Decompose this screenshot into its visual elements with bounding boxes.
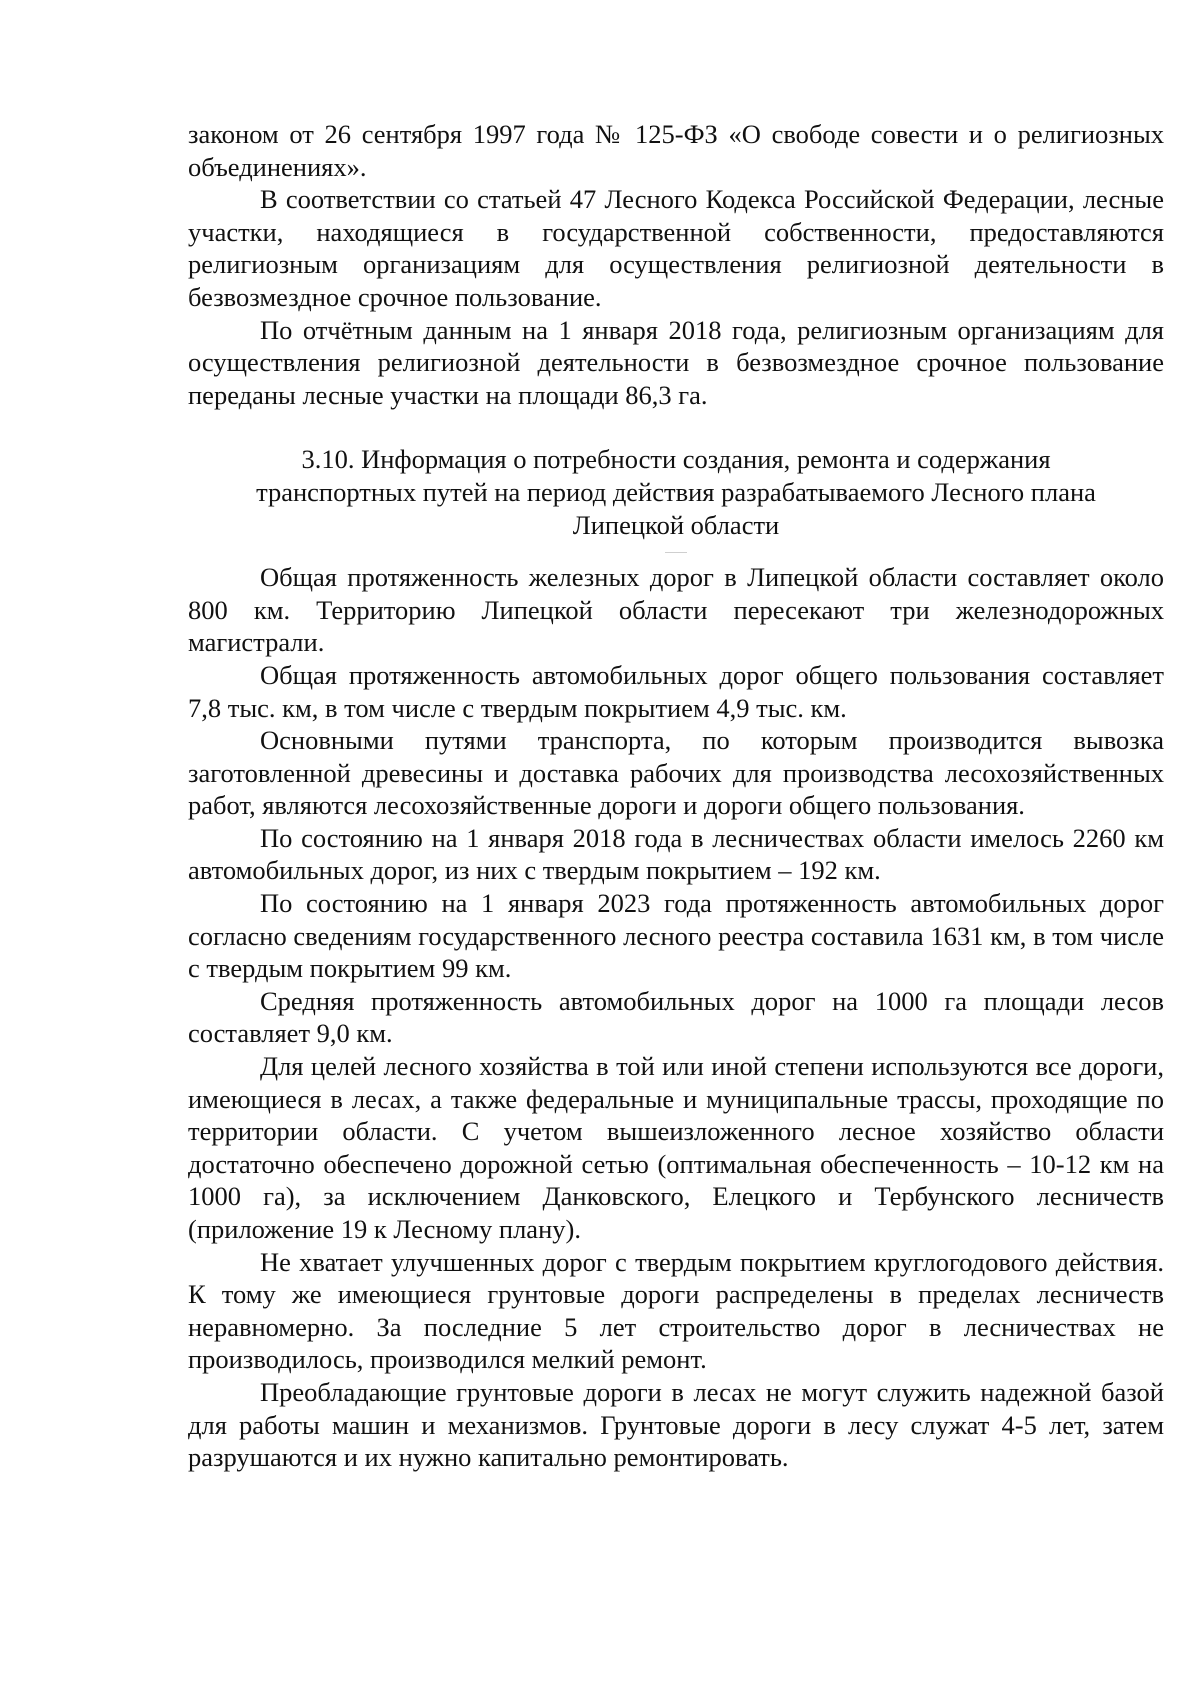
paragraph-roads-2023: По состоянию на 1 января 2023 года протяженность автомобильных дорог согласно сведениям государственного лесного реестра составила 1631 км, в том числе с твердым покрытием 99 км. [188,888,1164,984]
section-heading [188,443,1164,541]
paragraph-religious-orgs: По отчётным данным на 1 января 2018 года, религиозным организациям для осуществления религиозной деятельности в безвозмездное срочное пользование переданы лесные участки на площади 86,3 га. [188,314,1164,410]
paragraph-dirt-roads: Преобладающие грунтовые дороги в лесах не могут служить надежной базой для работы машин и механизмов. Грунтовые дороги в лесу служат 4-5 лет, затем разрушаются и их нужно капитально ремонтировать. [188,1376,1164,1473]
paragraph-forest-code: В соответствии со статьей 47 Лесного Кодекса Российской Федерации, лесные участки, находящиеся в государственной собственности, предоставляются религиозным организациям для осуществления религиозной деятельности в безвозмездное срочное пользование. [188,184,1164,312]
document-page [188,118,1164,1474]
paragraph-roads-2018: По состоянию на 1 января 2018 года в лесничествах области имелось 2260 км автомобильных дорог, из них с твердым покрытием – 192 км. [188,822,1164,886]
paragraph-law-continuation: законом от 26 сентября 1997 года № 125-ФЗ «О свободе совести и о религиозных объединениях». [188,119,1164,182]
paragraph-railways: Общая протяженность железных дорог в Липецкой области составляет около 800 км. Территорию Липецкой области пересекают три железнодорожных магистрали. [188,562,1164,658]
paragraph-road-shortage: Не хватает улучшенных дорог с твердым покрытием круглогодового действия. К тому же имеющиеся грунтовые дороги распределены в пределах лесничеств неравномерно. За последние 5 лет строительство дорог в лесничествах не производилось, производился мелкий ремонт. [188,1246,1164,1375]
section-heading-line-3: Липецкой области [572,509,780,540]
divider-mark [665,552,687,553]
paragraph-transport-routes: Основными путями транспорта, по которым производится вывозка заготовленной древесины и доставка рабочих для производства лесохозяйственных работ, являются лесохозяйственные дороги и дороги общего пользования. [188,725,1164,821]
paragraph-road-network: Для целей лесного хозяйства в той или иной степени используются все дороги, имеющиеся в лесах, а также федеральные и муниципальные трассы, проходящие по территории области. С учетом вышеизложенного лесное хозяйство области достаточно обеспечено дорожной сетью (оптимальная обеспеченность – 10-12 км на 1000 га), за исключением Данковского, Елецкого и Тербунского лесничеств (приложение 19 к Лесному плану). [188,1051,1164,1244]
paragraph-road-density: Средняя протяженность автомобильных дорог на 1000 га площади лесов составляет 9,0 км. [188,985,1164,1049]
section-heading-line-1: 3.10. Информация о потребности создания, ремонта и содержания [301,444,1051,475]
section-heading-line-2: транспортных путей на период действия разрабатываемого Лесного плана [256,476,1096,507]
paragraph-public-roads: Общая протяженность автомобильных дорог общего пользования составляет 7,8 тыс. км, в том числе с твердым покрытием 4,9 тыс. км. [188,659,1164,723]
